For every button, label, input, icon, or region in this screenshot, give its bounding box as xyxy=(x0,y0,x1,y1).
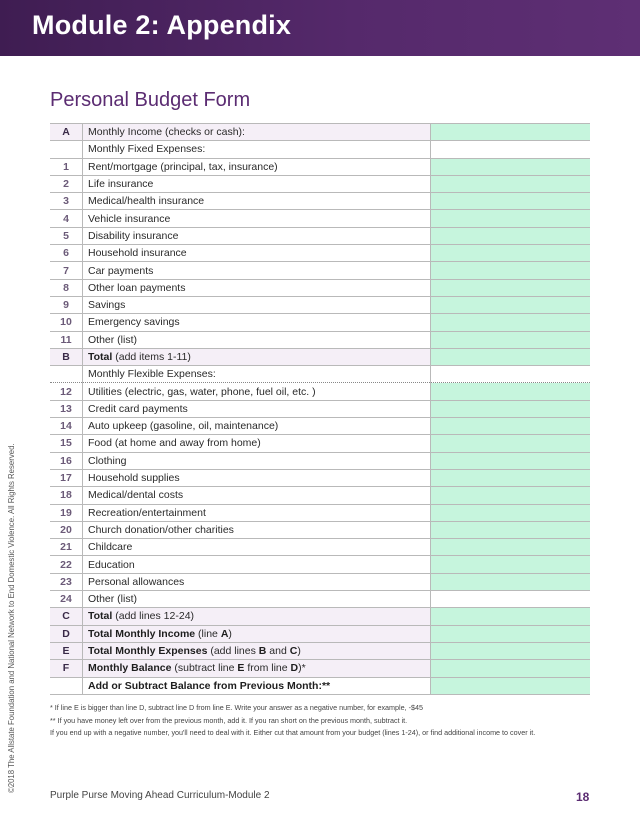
row-description xyxy=(83,677,431,694)
label-emphasis: Total Monthly Expenses xyxy=(88,645,208,658)
row-number: 20 xyxy=(50,521,83,538)
amount-field[interactable] xyxy=(431,193,591,210)
row-description xyxy=(83,625,431,642)
row-description: Auto upkeep (gasoline, oil, maintenance) xyxy=(83,418,431,435)
row-number xyxy=(50,141,83,158)
row-number: 13 xyxy=(50,400,83,417)
table-row xyxy=(50,469,590,486)
row-description: Other (list) xyxy=(83,331,431,348)
row-number: 24 xyxy=(50,591,83,608)
label-text: (subtract line xyxy=(171,662,238,675)
amount-field[interactable] xyxy=(431,521,591,538)
table-row xyxy=(50,175,590,192)
amount-field[interactable] xyxy=(431,400,591,417)
table-row xyxy=(50,625,590,642)
budget-table xyxy=(50,123,590,695)
row-description: Other (list) xyxy=(83,591,431,608)
amount-field[interactable] xyxy=(431,331,591,348)
table-row xyxy=(50,383,590,400)
amount-field[interactable] xyxy=(431,556,591,573)
amount-field[interactable] xyxy=(431,642,591,659)
row-number: 3 xyxy=(50,193,83,210)
amount-field[interactable] xyxy=(431,227,591,244)
row-number: 15 xyxy=(50,435,83,452)
row-description: Car payments xyxy=(83,262,431,279)
amount-field[interactable] xyxy=(431,296,591,313)
row-description: Life insurance xyxy=(83,175,431,192)
label-emphasis: Add or Subtract Balance from Previous Month:** xyxy=(88,679,331,692)
label-emphasis: D xyxy=(290,662,299,675)
label-emphasis: Total xyxy=(88,610,113,623)
table-row xyxy=(50,660,590,677)
row-number: 10 xyxy=(50,314,83,331)
amount-field[interactable] xyxy=(431,314,591,331)
row-description: Disability insurance xyxy=(83,227,431,244)
amount-field[interactable] xyxy=(431,366,591,383)
table-row xyxy=(50,245,590,262)
row-description: Church donation/other charities xyxy=(83,521,431,538)
table-row xyxy=(50,141,590,158)
row-description: Monthly Fixed Expenses: xyxy=(83,141,431,158)
row-description: Credit card payments xyxy=(83,400,431,417)
table-row xyxy=(50,193,590,210)
amount-field[interactable] xyxy=(431,504,591,521)
amount-field[interactable] xyxy=(431,175,591,192)
amount-field[interactable] xyxy=(431,660,591,677)
footnote-1: * If line E is bigger than line D, subtract line D from line E. Write your answer as a negative number, for example, -$45 xyxy=(50,703,423,712)
label-text: )* xyxy=(298,662,306,675)
row-number: 7 xyxy=(50,262,83,279)
table-row xyxy=(50,314,590,331)
amount-field[interactable] xyxy=(431,245,591,262)
page-title: Module 2: Appendix xyxy=(32,10,292,40)
row-number: 17 xyxy=(50,469,83,486)
row-number: 5 xyxy=(50,227,83,244)
row-number: E xyxy=(50,642,83,659)
amount-field[interactable] xyxy=(431,677,591,694)
label-emphasis: A xyxy=(220,627,229,640)
row-number: 16 xyxy=(50,452,83,469)
amount-field[interactable] xyxy=(431,608,591,625)
row-description: Recreation/entertainment xyxy=(83,504,431,521)
table-row xyxy=(50,556,590,573)
label-text: ) xyxy=(297,645,301,658)
row-number: D xyxy=(50,625,83,642)
table-row xyxy=(50,210,590,227)
label-emphasis: E xyxy=(237,662,245,675)
row-description: Vehicle insurance xyxy=(83,210,431,227)
row-description xyxy=(83,660,431,677)
row-number xyxy=(50,677,83,694)
table-row xyxy=(50,158,590,175)
table-row xyxy=(50,366,590,383)
amount-field[interactable] xyxy=(431,124,591,141)
copyright-sidebar: ©2018 The Allstate Foundation and National Network to End Domestic Violence. All Rights Reserved. xyxy=(7,443,16,793)
row-number: B xyxy=(50,348,83,365)
row-number: 18 xyxy=(50,487,83,504)
page-number: 18 xyxy=(576,790,590,804)
row-description: Household supplies xyxy=(83,469,431,486)
row-description: Medical/health insurance xyxy=(83,193,431,210)
amount-field[interactable] xyxy=(431,348,591,365)
amount-field[interactable] xyxy=(431,279,591,296)
row-number: C xyxy=(50,608,83,625)
row-description: Emergency savings xyxy=(83,314,431,331)
row-description: Food (at home and away from home) xyxy=(83,435,431,452)
row-number: 22 xyxy=(50,556,83,573)
amount-field[interactable] xyxy=(431,469,591,486)
amount-field[interactable] xyxy=(431,591,591,608)
label-text: (add lines xyxy=(207,645,259,658)
table-row xyxy=(50,418,590,435)
row-number: 21 xyxy=(50,539,83,556)
amount-field[interactable] xyxy=(431,452,591,469)
row-description xyxy=(83,348,431,365)
amount-field[interactable] xyxy=(431,418,591,435)
table-row xyxy=(50,677,590,694)
label-text: and xyxy=(266,645,290,658)
table-row xyxy=(50,608,590,625)
row-description: Rent/mortgage (principal, tax, insurance) xyxy=(83,158,431,175)
row-number xyxy=(50,366,83,383)
row-description xyxy=(83,608,431,625)
table-row xyxy=(50,348,590,365)
row-number: 6 xyxy=(50,245,83,262)
amount-field[interactable] xyxy=(431,383,591,400)
label-emphasis: Total Monthly Income xyxy=(88,627,196,640)
table-row xyxy=(50,521,590,538)
row-number: 8 xyxy=(50,279,83,296)
table-row xyxy=(50,227,590,244)
amount-field[interactable] xyxy=(431,262,591,279)
row-number: 4 xyxy=(50,210,83,227)
label-emphasis: Total xyxy=(88,351,113,363)
row-number: 12 xyxy=(50,383,83,400)
row-number: 2 xyxy=(50,175,83,192)
amount-field[interactable] xyxy=(431,625,591,642)
label-text: ) xyxy=(228,627,232,640)
table-row xyxy=(50,504,590,521)
table-row xyxy=(50,573,590,590)
row-number: A xyxy=(50,124,83,141)
row-number: F xyxy=(50,660,83,677)
row-number: 19 xyxy=(50,504,83,521)
table-row xyxy=(50,487,590,504)
amount-field[interactable] xyxy=(431,141,591,158)
row-description: Childcare xyxy=(83,539,431,556)
footnote-3: If you end up with a negative number, you'll need to deal with it. Either cut that amount from your budget (lines 1-24), or find additional income to cover it. xyxy=(50,728,536,737)
row-number: 1 xyxy=(50,158,83,175)
row-description: Utilities (electric, gas, water, phone, fuel oil, etc. ) xyxy=(83,383,431,400)
row-description: Education xyxy=(83,556,431,573)
table-row xyxy=(50,452,590,469)
row-description: Clothing xyxy=(83,452,431,469)
footnote-2: ** If you have money left over from the previous month, add it. If you ran short on the previous month, subtract it. xyxy=(50,715,408,725)
table-row xyxy=(50,279,590,296)
row-description: Medical/dental costs xyxy=(83,487,431,504)
table-row xyxy=(50,262,590,279)
amount-field[interactable] xyxy=(431,210,591,227)
amount-field[interactable] xyxy=(431,435,591,452)
row-description: Other loan payments xyxy=(83,279,431,296)
form-title: Personal Budget Form xyxy=(50,89,251,111)
table-row xyxy=(50,331,590,348)
row-number: 9 xyxy=(50,296,83,313)
label-emphasis: B xyxy=(258,645,267,658)
label-emphasis: Monthly Balance xyxy=(88,662,172,675)
label-text: (add lines 12-24) xyxy=(112,610,195,623)
amount-field[interactable] xyxy=(431,487,591,504)
row-description xyxy=(83,642,431,659)
row-description: Household insurance xyxy=(83,245,431,262)
label-text: (add items 1-11) xyxy=(112,351,191,363)
table-row xyxy=(50,591,590,608)
footnotes xyxy=(50,702,610,740)
table-row xyxy=(50,435,590,452)
row-description: Personal allowances xyxy=(83,573,431,590)
table-row xyxy=(50,642,590,659)
row-number: 23 xyxy=(50,573,83,590)
amount-field[interactable] xyxy=(431,158,591,175)
row-number: 11 xyxy=(50,331,83,348)
table-row xyxy=(50,124,590,141)
table-row xyxy=(50,400,590,417)
row-description: Savings xyxy=(83,296,431,313)
table-row xyxy=(50,296,590,313)
row-description: Monthly Flexible Expenses: xyxy=(83,366,431,383)
label-text: (line xyxy=(195,627,221,640)
footer-curriculum-title: Purple Purse Moving Ahead Curriculum-Module 2 xyxy=(50,790,270,801)
table-row xyxy=(50,539,590,556)
amount-field[interactable] xyxy=(431,573,591,590)
amount-field[interactable] xyxy=(431,539,591,556)
label-emphasis: C xyxy=(289,645,298,658)
page-header xyxy=(0,0,640,56)
row-number: 14 xyxy=(50,418,83,435)
row-description: Monthly Income (checks or cash): xyxy=(83,124,431,141)
label-text: from line xyxy=(244,662,291,675)
